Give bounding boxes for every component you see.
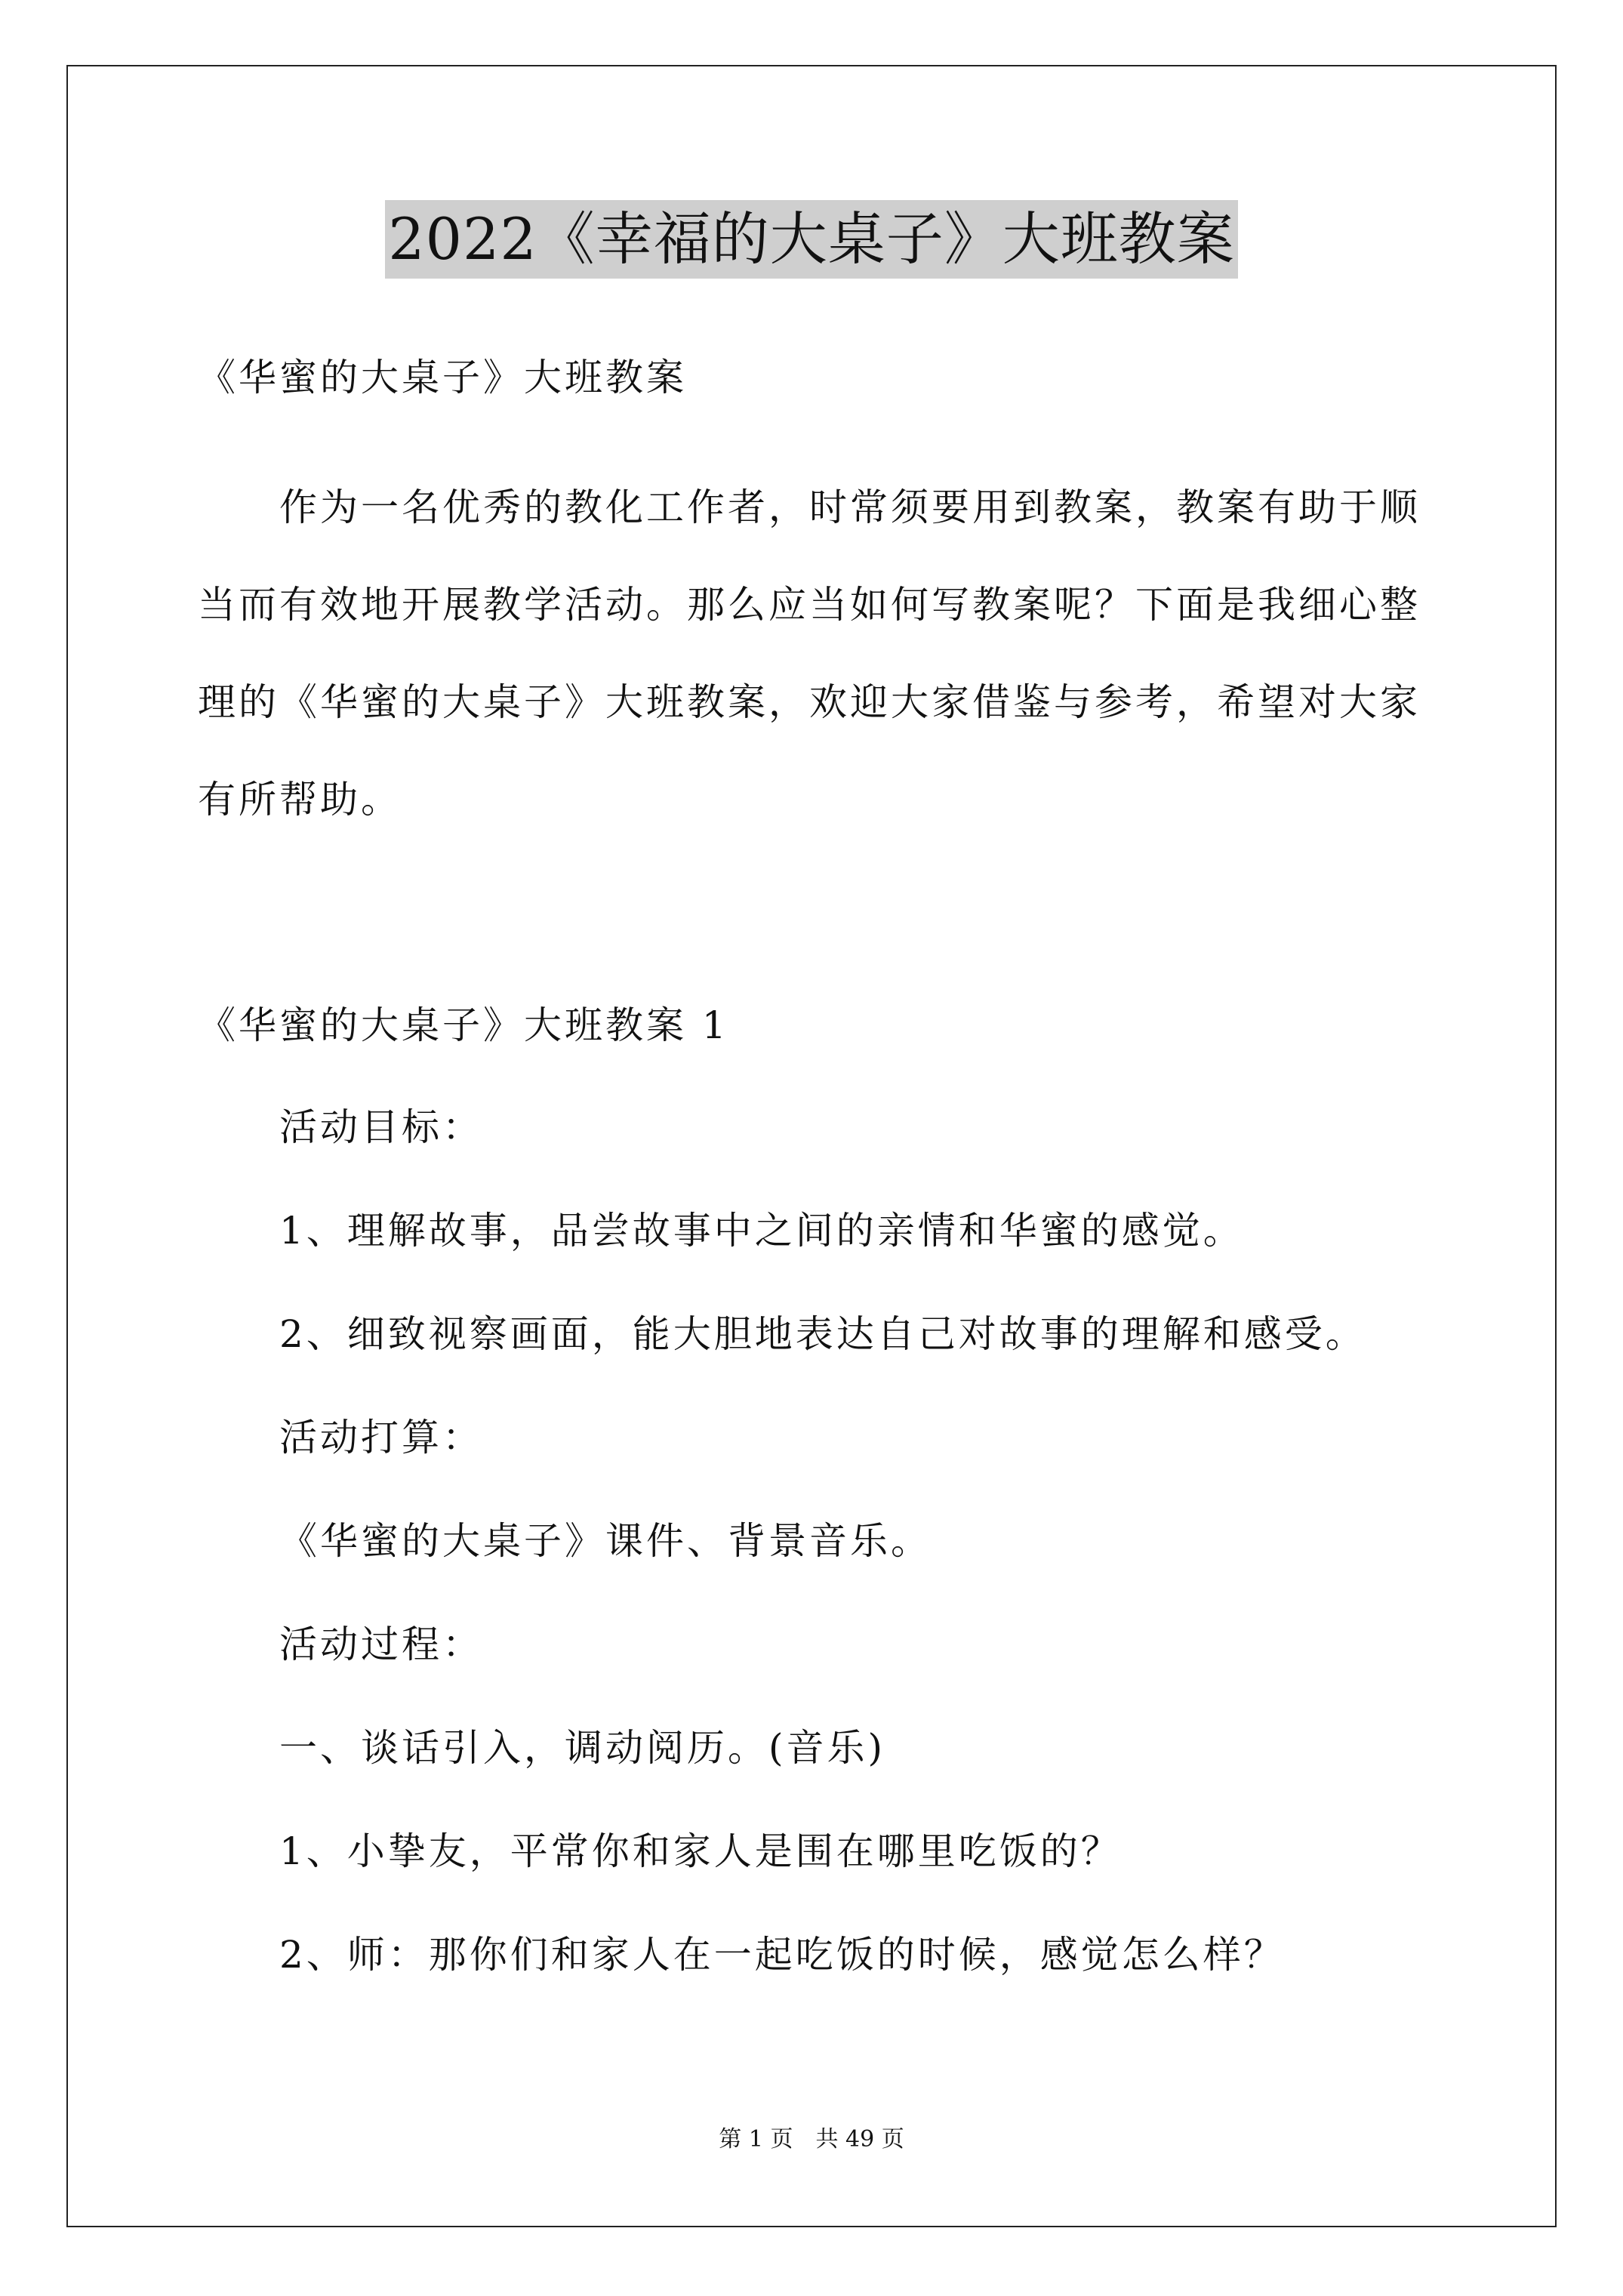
body-line: 2、细致视察画面，能大胆地表达自己对故事的理解和感受。 xyxy=(279,1312,1366,1356)
body-line: 活动目标： xyxy=(279,1105,483,1149)
document-title: 2022《幸福的大桌子》大班教案 xyxy=(385,200,1237,279)
intro-line: 理的《华蜜的大桌子》大班教案，欢迎大家借鉴与参考，希望对大家 xyxy=(198,680,1421,724)
body-line: 活动打算： xyxy=(279,1416,483,1459)
intro-line: 有所帮助。 xyxy=(198,778,402,821)
body-line: 《华蜜的大桌子》课件、背景音乐。 xyxy=(279,1519,932,1563)
body-line: 1、理解故事，品尝故事中之间的亲情和华蜜的感觉。 xyxy=(279,1209,1244,1253)
intro-line: 作为一名优秀的教化工作者，时常须要用到教案，教案有助于顺 xyxy=(279,485,1421,529)
page-footer: 第 1 页 共 49 页 xyxy=(719,2126,904,2153)
intro-paragraph xyxy=(198,459,1436,849)
intro-line: 当而有效地开展教学活动。那么应当如何写教案呢？下面是我细心整 xyxy=(198,583,1421,627)
body-line: 活动过程： xyxy=(279,1623,483,1666)
section-heading: 《华蜜的大桌子》大班教案 1 xyxy=(198,1003,729,1047)
body-line: 一、谈话引入，调动阅历。(音乐) xyxy=(279,1726,886,1770)
title-container xyxy=(0,200,1623,279)
body-line: 2、师：那你们和家人在一起吃饭的时候，感觉怎么样？ xyxy=(279,1933,1285,1977)
document-subtitle: 《华蜜的大桌子》大班教案 xyxy=(198,356,687,399)
body-line: 1、小挚友，平常你和家人是围在哪里吃饭的？ xyxy=(279,1829,1122,1873)
